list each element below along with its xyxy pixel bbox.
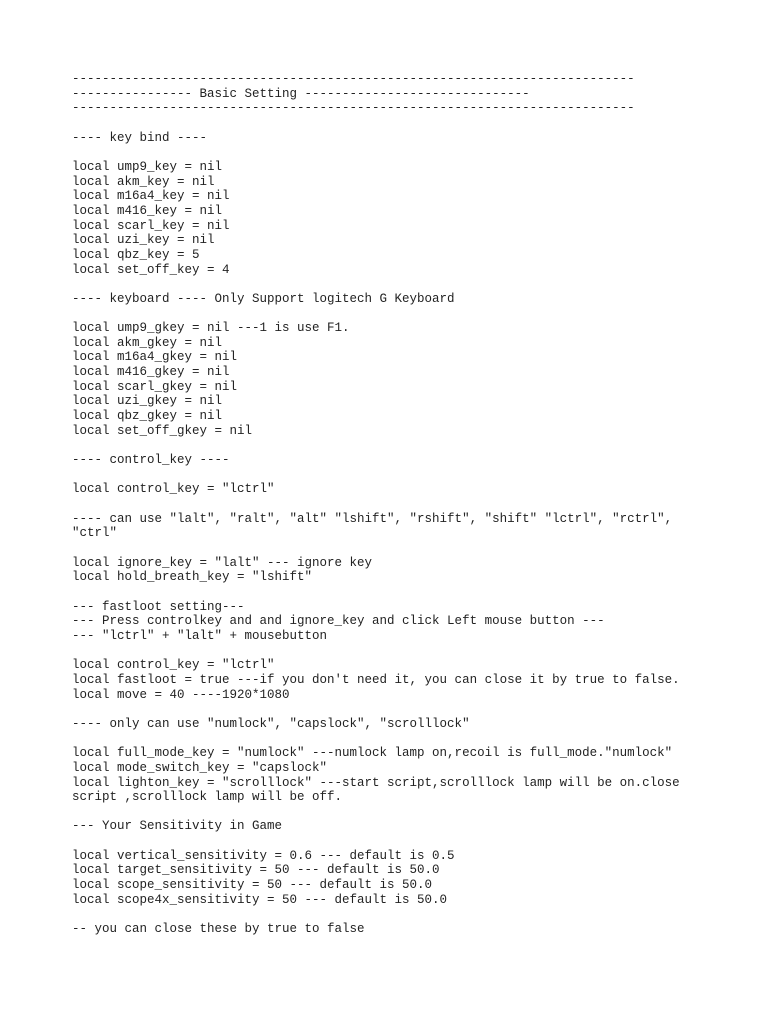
code-line: local m16a4_key = nil	[72, 189, 230, 204]
code-line: local full_mode_key = "numlock" ---numlock lamp on,recoil is full_mode."numlock"	[72, 746, 673, 761]
code-line: local scarl_key = nil	[72, 218, 230, 233]
code-line: local akm_key = nil	[72, 174, 215, 189]
code-line: ---- key bind ----	[72, 130, 208, 145]
blank-line	[72, 438, 712, 453]
blank-line	[72, 277, 712, 292]
code-line: local scope_sensitivity = 50 --- default is 50.0	[72, 878, 433, 893]
code-line: local control_key = "lctrl"	[72, 482, 275, 497]
code-line: local hold_breath_key = "lshift"	[72, 570, 313, 585]
code-line: local akm_gkey = nil	[72, 335, 223, 350]
code-line: local scope4x_sensitivity = 50 --- default is 50.0	[72, 892, 448, 907]
code-line: local fastloot = true ---if you don't need it, you can close it by true to false.	[72, 672, 680, 687]
blank-line	[72, 644, 712, 659]
code-line: ---------------- Basic Setting ------------------------------	[72, 86, 530, 101]
blank-line	[72, 468, 712, 483]
code-line: ---- can use "lalt", "ralt", "alt" "lshift", "rshift", "shift" "lctrl", "rctrl",	[72, 511, 673, 526]
code-line: local move = 40 ----1920*1080	[72, 687, 290, 702]
blank-line	[72, 834, 712, 849]
code-line: local ignore_key = "lalt" --- ignore key	[72, 555, 373, 570]
code-line: local ump9_key = nil	[72, 159, 223, 174]
code-line: --- Your Sensitivity in Game	[72, 819, 283, 834]
code-line: script ,scrolllock lamp will be off.	[72, 790, 343, 805]
code-line: local m416_key = nil	[72, 203, 223, 218]
code-line: "ctrl"	[72, 526, 118, 541]
code-line: local mode_switch_key = "capslock"	[72, 760, 328, 775]
code-line: local lighton_key = "scrolllock" ---start script,scrolllock lamp will be on.close	[72, 775, 680, 790]
code-line: local m416_gkey = nil	[72, 365, 230, 380]
code-line: --- fastloot setting---	[72, 599, 245, 614]
code-line: local control_key = "lctrl"	[72, 658, 275, 673]
code-line: local set_off_gkey = nil	[72, 423, 253, 438]
code-line: local m16a4_gkey = nil	[72, 350, 238, 365]
code-line: local ump9_gkey = nil ---1 is use F1.	[72, 321, 350, 336]
blank-line	[72, 907, 712, 922]
code-line: local qbz_key = 5	[72, 247, 200, 262]
code-line: ---- control_key ----	[72, 453, 230, 468]
code-line: -- you can close these by true to false	[72, 922, 365, 937]
blank-line	[72, 732, 712, 747]
code-line: local uzi_key = nil	[72, 233, 215, 248]
code-line: ---------------------------------------------------------------------------	[72, 72, 635, 86]
code-line: local target_sensitivity = 50 --- default is 50.0	[72, 863, 440, 878]
code-line: ---- only can use "numlock", "capslock", "scrolllock"	[72, 716, 470, 731]
blank-line	[72, 541, 712, 556]
blank-line	[72, 585, 712, 600]
blank-line	[72, 307, 712, 322]
code-line: local qbz_gkey = nil	[72, 409, 223, 424]
code-line: local uzi_gkey = nil	[72, 394, 223, 409]
code-line: local scarl_gkey = nil	[72, 379, 238, 394]
blank-line	[72, 116, 712, 131]
code-line: --- Press controlkey and and ignore_key and click Left mouse button ---	[72, 614, 605, 629]
code-line: local vertical_sensitivity = 0.6 --- default is 0.5	[72, 848, 455, 863]
code-line: local set_off_key = 4	[72, 262, 230, 277]
blank-line	[72, 145, 712, 160]
blank-line	[72, 497, 712, 512]
code-line: --- "lctrl" + "lalt" + mousebutton	[72, 628, 328, 643]
code-line: ---- keyboard ---- Only Support logitech G Keyboard	[72, 291, 455, 306]
blank-line	[72, 805, 712, 820]
code-line: ---------------------------------------------------------------------------	[72, 101, 635, 116]
blank-line	[72, 702, 712, 717]
document-body	[72, 72, 712, 937]
